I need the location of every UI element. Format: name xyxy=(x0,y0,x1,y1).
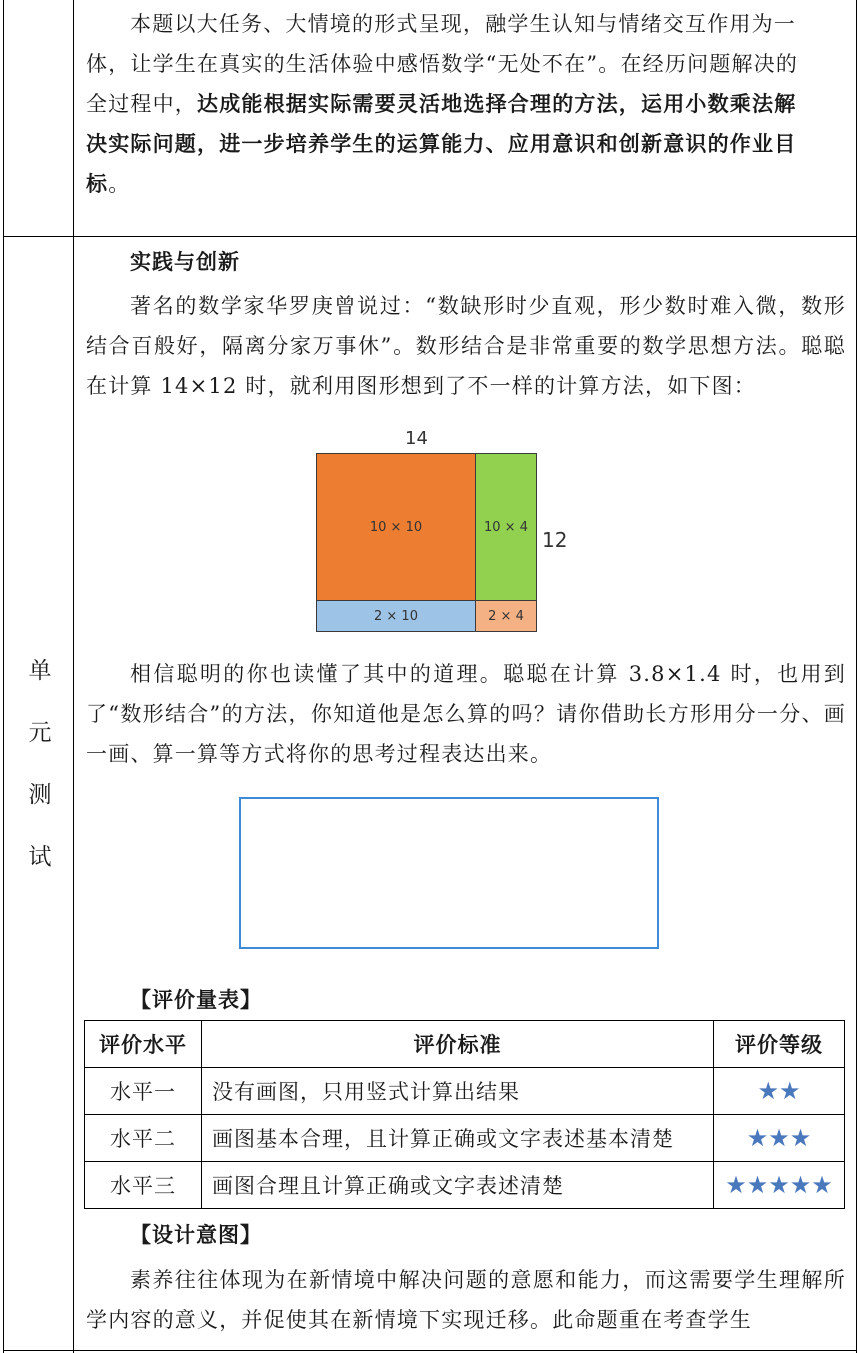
practice-title: 实践与创新 xyxy=(130,249,240,274)
figure-width-label: 14 xyxy=(405,428,428,449)
figure-cell-2x10: 2 × 10 xyxy=(316,600,476,632)
rubric-header-row xyxy=(85,1021,845,1068)
table-row xyxy=(85,1162,845,1209)
intro-line-4-bold: 决实际问题，进一步培养学生的运算能力、应用意识和创新意识的作业目 xyxy=(86,131,797,156)
rubric-stars: ★★ xyxy=(714,1068,845,1115)
rubric-stars: ★★★★★ xyxy=(714,1162,845,1209)
figure-cell-2x4: 2 × 4 xyxy=(475,600,537,632)
rubric-level: 水平一 xyxy=(85,1068,202,1115)
intro-line-5 xyxy=(86,164,846,204)
rubric-standard: 画图基本合理，且计算正确或文字表述基本清楚 xyxy=(202,1115,714,1162)
table-left-border xyxy=(3,0,4,1353)
intro-line-3-plain: 全过程中， xyxy=(86,92,197,116)
intro-line-5-bold: 标 xyxy=(86,171,109,196)
rubric-stars: ★★★ xyxy=(714,1115,845,1162)
table-bottom-border xyxy=(3,1350,857,1351)
answer-drawing-box[interactable] xyxy=(239,797,659,949)
figure-cell-10x10: 10 × 10 xyxy=(316,453,476,601)
table-row-divider xyxy=(3,236,857,237)
rubric-level: 水平三 xyxy=(85,1162,202,1209)
side-label-char-1: 单 xyxy=(28,658,52,684)
rubric-title: 【评价量表】 xyxy=(130,987,262,1012)
intro-line-1: 本题以大任务、大情境的形式呈现，融学生认知与情绪交互作用为一 xyxy=(130,12,796,36)
side-label-char-3: 测 xyxy=(28,782,52,808)
intro-line-3-bold: 达成能根据实际需要灵活地选择合理的方法，运用小数乘法解 xyxy=(197,91,797,116)
side-label-char-4: 试 xyxy=(28,844,52,870)
table-row xyxy=(85,1115,845,1162)
intro-line-4 xyxy=(86,124,846,164)
rubric-standard: 画图合理且计算正确或文字表述清楚 xyxy=(202,1162,714,1209)
figure-cell-10x4: 10 × 4 xyxy=(475,453,537,601)
rubric-table xyxy=(84,1020,845,1209)
design-paragraph: 素养往往体现为在新情境中解决问题的意愿和能力，而这需要学生理解所学内容的意义，并促使其在新情境下实现迁移。此命题重在考查学生 xyxy=(86,1268,846,1332)
rubric-header-grade: 评价等级 xyxy=(714,1021,845,1068)
table-row xyxy=(85,1068,845,1115)
side-label-char-2: 元 xyxy=(28,720,52,746)
intro-line-2: 体，让学生在真实的生活体验中感悟数学“无处不在”。在经历问题解决的 xyxy=(86,52,799,76)
intro-line-5-end: 。 xyxy=(108,172,131,196)
table-right-border xyxy=(856,0,857,1353)
figure-height-label: 12 xyxy=(542,528,568,552)
practice-paragraph-2: 相信聪明的你也读懂了其中的道理。聪聪在计算 3.8×1.4 时，也用到了“数形结合”的方法，你知道他是怎么算的吗？请你借助长方形用分一分、画一画、算一算等方式将你的思考过程表达出来。 xyxy=(86,662,846,766)
rubric-standard: 没有画图，只用竖式计算出结果 xyxy=(202,1068,714,1115)
table-column-divider xyxy=(73,0,74,1353)
rubric-header-standard: 评价标准 xyxy=(202,1021,714,1068)
intro-paragraph xyxy=(86,4,846,204)
rubric-level: 水平二 xyxy=(85,1115,202,1162)
design-title: 【设计意图】 xyxy=(130,1222,262,1247)
rubric-header-level: 评价水平 xyxy=(85,1021,202,1068)
practice-paragraph-1: 著名的数学家华罗庚曾说过：“数缺形时少直观，形少数时难入微，数形结合百般好，隔离分家万事休”。数形结合是非常重要的数学思想方法。聪聪在计算 14×12 时，就利用图形想到了不一样的计算方法，如下图： xyxy=(86,294,846,398)
intro-line-3 xyxy=(86,84,846,124)
